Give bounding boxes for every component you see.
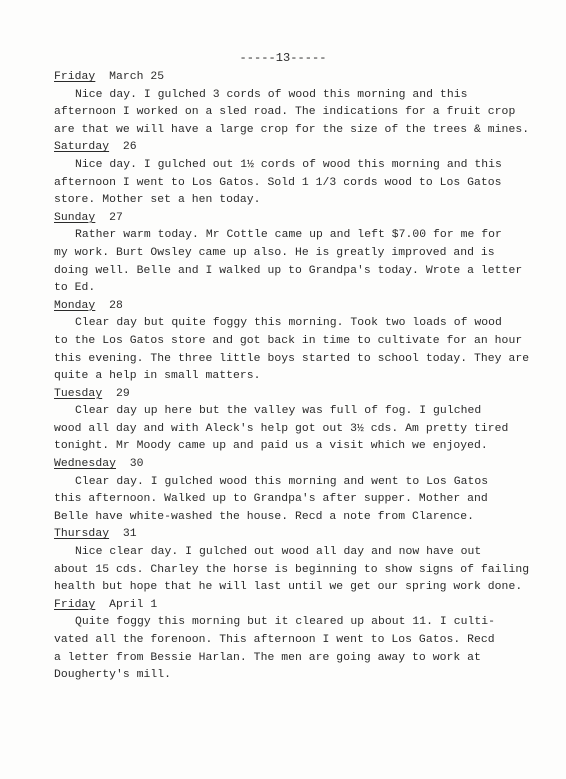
entry-date: 31 xyxy=(122,528,137,541)
entry-date: March 25 xyxy=(109,71,165,83)
diary-entry xyxy=(54,597,554,685)
entry-heading xyxy=(54,386,554,404)
diary-entries xyxy=(54,69,554,685)
entry-day: Monday xyxy=(54,299,96,312)
entry-text-line: Clear day. I gulched wood this morning and went to Los Gatos xyxy=(75,475,489,488)
diary-entry xyxy=(54,210,554,298)
entry-text-line: to the Los Gatos store and got back in time to cultivate for an hour xyxy=(54,334,523,347)
entry-date: 26 xyxy=(122,141,137,154)
entry-date: 28 xyxy=(109,299,123,312)
entry-text-line: Clear day up here but the valley was full of fog. I gulched xyxy=(75,405,482,418)
entry-heading xyxy=(54,210,554,228)
entry-heading xyxy=(54,298,554,316)
entry-day: Saturday xyxy=(54,141,110,154)
entry-day: Friday xyxy=(54,598,96,611)
diary-entry xyxy=(54,386,554,456)
entry-text-line: Nice day. I gulched out 1½ cords of wood this morning and this xyxy=(75,158,502,171)
entry-date: 27 xyxy=(109,211,123,224)
entry-text-line: doing well. Belle and I walked up to Grandpa's today. Wrote a letter xyxy=(54,264,523,277)
diary-entry xyxy=(54,526,554,596)
entry-day: Sunday xyxy=(54,211,96,224)
entry-text-line: Rather warm today. Mr Cottle came up and left $7.00 for me for xyxy=(75,229,502,242)
entry-text-line: Nice day. I gulched 3 cords of wood this morning and this xyxy=(75,88,468,101)
entry-text-line: quite a help in small matters. xyxy=(54,370,261,383)
entry-text-line: a letter from Bessie Harlan. The men are going away to work at xyxy=(54,651,481,664)
entry-text-line: tonight. Mr Moody came up and paid us a visit which we enjoyed. xyxy=(54,440,488,453)
diary-entry xyxy=(54,298,554,386)
diary-entry xyxy=(54,69,554,139)
entry-text-line: are that we will have a large crop for the size of the trees & mines. xyxy=(54,123,530,136)
entry-text-line: store. Mother set a hen today. xyxy=(54,194,261,207)
diary-entry xyxy=(54,456,554,526)
entry-text-line: afternoon I worked on a sled road. The indications for a fruit crop xyxy=(54,106,516,119)
entry-text-line: this evening. The three little boys started to school today. They are xyxy=(54,352,530,365)
page-number: -----13----- xyxy=(239,51,327,65)
entry-heading xyxy=(54,69,554,87)
entry-text-line: health but hope that he will last until we get our spring work done. xyxy=(54,581,523,594)
entry-date: April 1 xyxy=(109,598,158,611)
entry-date: 29 xyxy=(115,387,130,400)
entry-day: Tuesday xyxy=(54,387,103,400)
entry-text-line: vated all the forenoon. This afternoon I went to Los Gatos. Recd xyxy=(54,634,495,646)
entry-heading xyxy=(54,456,554,474)
entry-text-line: Nice clear day. I gulched out wood all day and now have out xyxy=(75,546,482,559)
entry-day: Friday xyxy=(54,71,96,83)
entry-day: Thursday xyxy=(54,528,110,541)
entry-heading xyxy=(54,526,554,544)
entry-text-line: my work. Burt Owsley came up also. He is greatly improved and is xyxy=(54,246,495,259)
entry-day: Wednesday xyxy=(54,458,116,471)
entry-text-line: afternoon I went to Los Gatos. Sold 1 1/3 cords wood to Los Gatos xyxy=(54,176,502,189)
entry-date: 30 xyxy=(129,458,144,471)
entry-text-line: wood all day and with Aleck's help got out 3½ cds. Am pretty tired xyxy=(54,422,509,435)
entry-text-line: Quite foggy this morning but it cleared up about 11. I culti- xyxy=(75,616,496,629)
entry-heading xyxy=(54,139,554,157)
entry-text-line: this afternoon. Walked up to Grandpa's after supper. Mother and xyxy=(54,493,488,506)
entry-heading xyxy=(54,597,554,615)
entry-text-line: about 15 cds. Charley the horse is beginning to show signs of failing xyxy=(54,563,530,576)
entry-text-line: to Ed. xyxy=(54,282,96,295)
entry-text-line: Clear day but quite foggy this morning. Took two loads of wood xyxy=(75,317,502,330)
entry-text-line: Belle have white-washed the house. Recd a note from Clarence. xyxy=(54,510,475,523)
entry-text-line: Dougherty's mill. xyxy=(54,669,172,682)
diary-entry xyxy=(54,139,554,209)
